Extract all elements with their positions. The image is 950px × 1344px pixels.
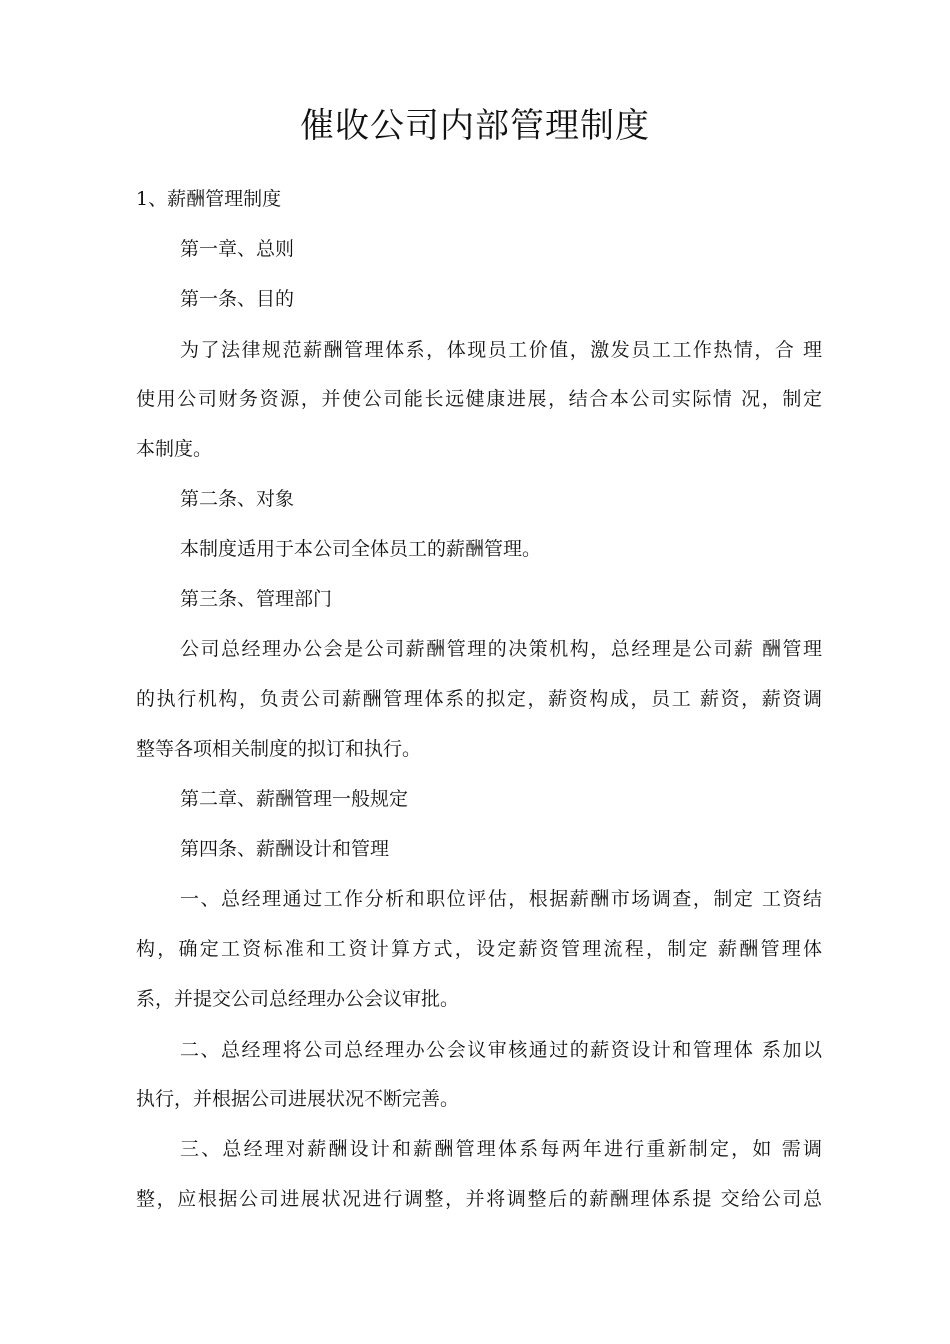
paragraph-line: 的执行机构，负责公司薪酬管理体系的拟定，薪资构成，员工 薪资，薪资调 (136, 688, 822, 710)
section-heading: 1、薪酬管理制度 (136, 188, 282, 210)
chapter-heading: 第二章、薪酬管理一般规定 (180, 788, 409, 810)
paragraph-line: 本制度适用于本公司全体员工的薪酬管理。 (180, 538, 542, 560)
paragraph-line: 整等各项相关制度的拟订和执行。 (136, 738, 422, 760)
paragraph-line: 公司总经理办公会是公司薪酬管理的决策机构，总经理是公司薪 酬管理 (180, 638, 822, 660)
paragraph-line: 构，确定工资标准和工资计算方式，设定薪资管理流程，制定 薪酬管理体 (136, 938, 822, 960)
paragraph-line: 一、总经理通过工作分析和职位评估，根据薪酬市场调查，制定 工资结 (180, 888, 822, 910)
paragraph-line: 三、总经理对薪酬设计和薪酬管理体系每两年进行重新制定，如 需调 (180, 1138, 822, 1160)
paragraph-line: 系，并提交公司总经理办公会议审批。 (136, 988, 460, 1010)
paragraph-line: 二、总经理将公司总经理办公会议审核通过的薪资设计和管理体 系加以 (180, 1039, 822, 1061)
article-heading: 第二条、对象 (180, 488, 295, 510)
article-heading: 第一条、目的 (180, 288, 295, 310)
document-title: 催收公司内部管理制度 (300, 106, 650, 146)
paragraph-line: 整，应根据公司进展状况进行调整，并将调整后的薪酬理体系提 交给公司总 (136, 1188, 822, 1210)
chapter-heading: 第一章、总则 (180, 238, 295, 260)
paragraph-line: 执行，并根据公司进展状况不断完善。 (136, 1088, 460, 1110)
paragraph-line: 本制度。 (136, 438, 213, 460)
article-heading: 第三条、管理部门 (180, 588, 333, 610)
paragraph-line: 为了法律规范薪酬管理体系，体现员工价值，激发员工工作热情，合 理 (180, 339, 822, 361)
article-heading: 第四条、薪酬设计和管理 (180, 838, 390, 860)
paragraph-line: 使用公司财务资源，并使公司能长远健康进展，结合本公司实际情 况，制定 (136, 388, 822, 410)
